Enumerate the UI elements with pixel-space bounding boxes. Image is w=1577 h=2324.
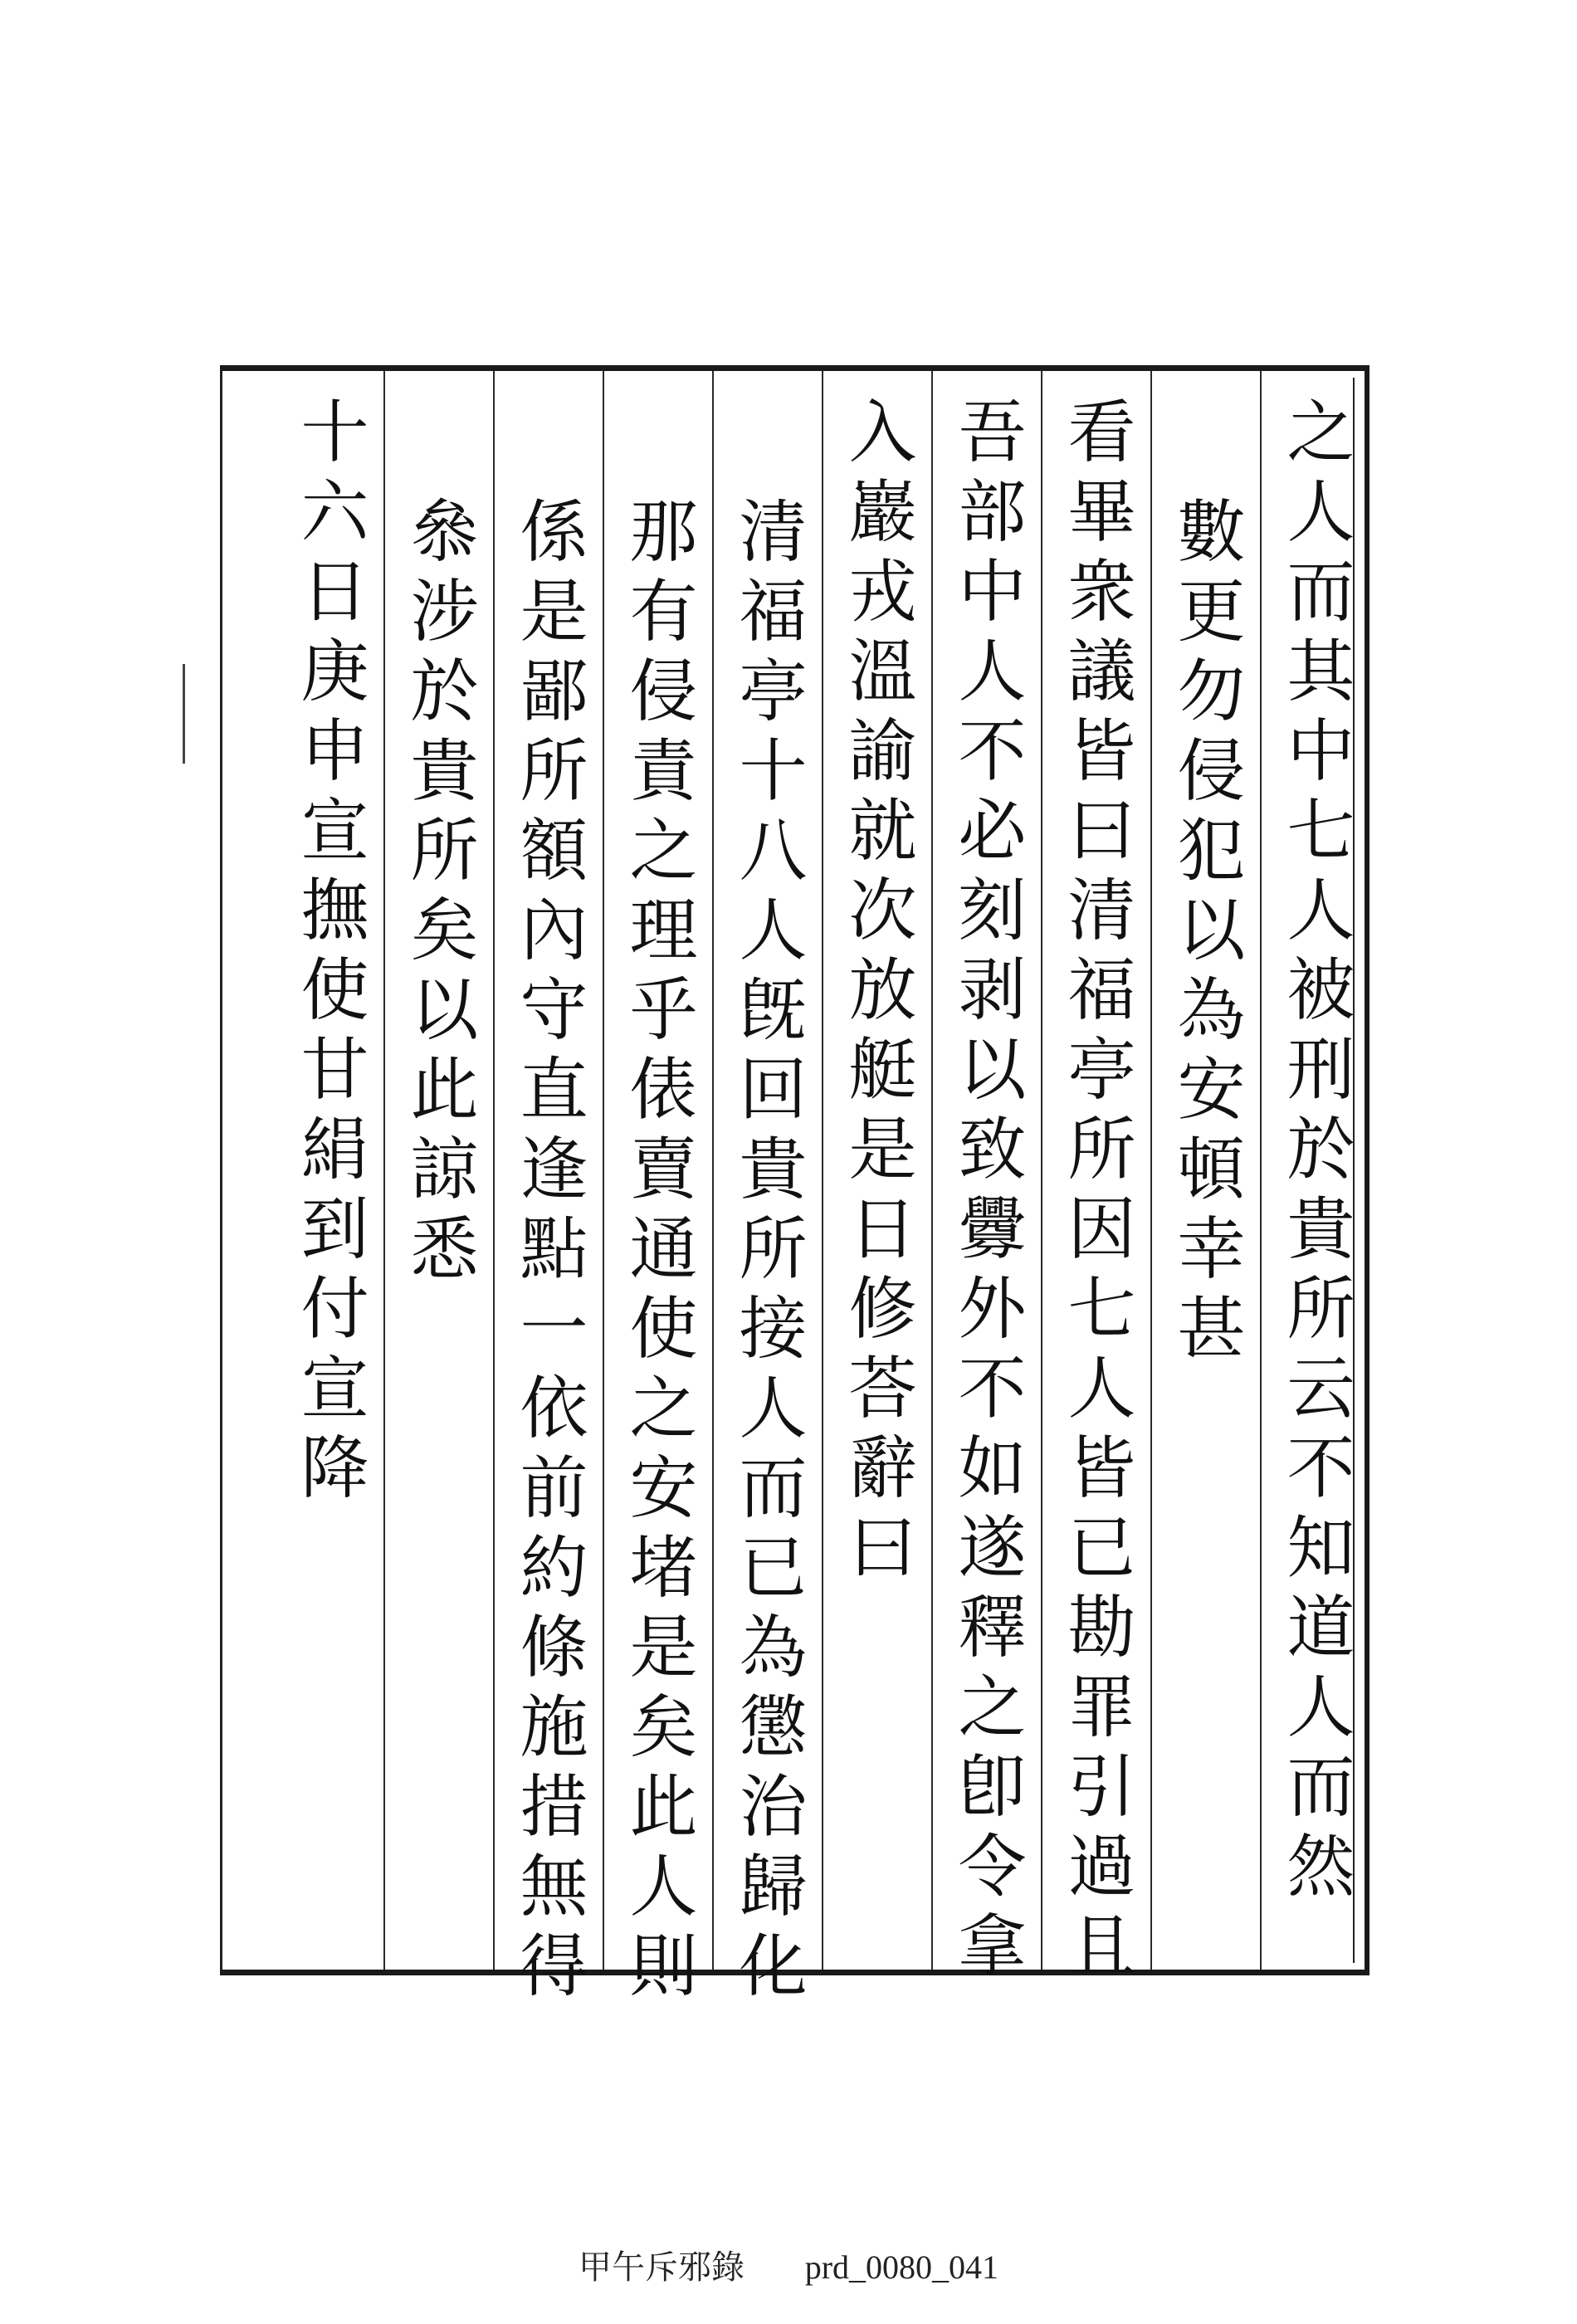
book-title: 甲午斥邪錄: [578, 2248, 745, 2287]
column-text: 清福亭十八人旣回貴所接人而已為懲治歸化: [728, 496, 807, 2009]
column-text: 入巖戎溫諭就次放艇是日修荅辭曰: [837, 396, 916, 1591]
column-text: 係是鄙所額內守直逢點一依前約條施措無得: [509, 496, 588, 2009]
column-text: 吾部中人不必刻剥以致釁外不如遂釋之卽令拿: [947, 396, 1026, 1990]
column-text: 之人而其中七人被刑於貴所云不知道人而然: [1276, 396, 1355, 1910]
page-code: prd_0080_041: [804, 2248, 999, 2286]
text-column-4: [931, 371, 1041, 1990]
column-text: 叅涉於貴所矣以此諒悉: [399, 496, 478, 1292]
text-columns: [220, 371, 1370, 2009]
text-column-3: [1041, 371, 1150, 1990]
column-text: 數更勿侵犯以為安頓幸甚: [1166, 496, 1245, 1372]
column-text: 那有侵責之理乎俵賣通使之安堵是矣此人則: [618, 496, 697, 2009]
text-column-6: [712, 371, 822, 2009]
text-column-10: [274, 371, 383, 1970]
text-column-1: [1260, 371, 1370, 1970]
text-column-5: [822, 371, 931, 1970]
text-frame: [220, 365, 1370, 2009]
binding-mark: [183, 664, 210, 764]
column-text: 看畢衆議皆曰清福亭所因七人皆已勘罪引過且: [1057, 396, 1135, 1990]
column-text: 十六日庚申宣撫使甘絹到付宣降: [290, 396, 369, 1511]
text-column-9: [383, 371, 493, 1970]
page-footer: [0, 2241, 1577, 2288]
text-column-8: [493, 371, 603, 2009]
text-column-7: [603, 371, 712, 2009]
text-column-2: [1150, 371, 1260, 1970]
